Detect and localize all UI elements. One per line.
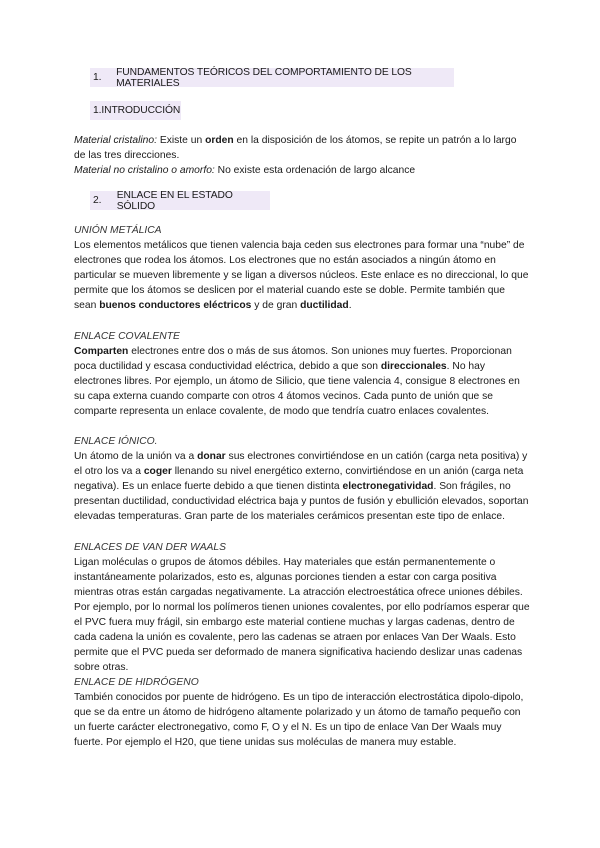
section-body: También conocidos por puente de hidrógeno. Es un tipo de interacción electrostática dipolo-dipolo, que se da entre un átomo de hidrógeno altamente polarizado y un átomo de tamaño pequeño con un fuerte carácter electronegativo, como F, O y el N. Es un tipo de enlace Van Der Waals muy fuerte. Por ejemplo el H20, que tiene unidas sus moléculas de manera muy estable. (74, 692, 524, 748)
heading-text: ENLACE EN EL ESTADO SÓLIDO (116, 189, 233, 212)
heading-number: 1. (93, 72, 102, 83)
term-label: Material cristalino: (74, 135, 157, 146)
heading-introduccion (90, 101, 181, 120)
section-body: Comparten electrones entre dos o más de sus átomos. Son uniones muy fuertes. Proporcionan poca ductilidad y escasa conductividad eléctrica, debido a que son direccionales. No hay electrones libres. Por ejemplo, un átomo de Silicio, que tiene valencia 4, consigue 8 electrones en su capa externa cuando comparte con otros 4 átomos vecinos. Cada punto de unión que se comparte representa un enlace covalente, de modo que tendría cuatro enlaces covalentes. (74, 346, 520, 417)
section-body: Un átomo de la unión va a donar sus electrones convirtiéndose en un catión (carga neta positiva) y el otro los va a coger llenando su nivel energético externo, convirtiéndose en un anión (carga neta negativa). Es un enlace fuerte debido a que tienen distinta electronegatividad. Son frágiles, no presentan ductilidad, conductividad eléctrica baja y puntos de fusión y ebullición elevados, soportan elevadas temperaturas. Gran parte de los materiales cerámicos presentan este tipo de enlace. (74, 451, 529, 522)
section-ionico (74, 434, 530, 524)
heading-enlace-solido (90, 191, 270, 210)
section-covalente (74, 329, 530, 419)
section-title: ENLACES DE VAN DER WAALS (74, 542, 227, 553)
section-title: ENLACE DE HIDRÓGENO (74, 677, 199, 688)
section-title: ENLACE COVALENTE (74, 331, 180, 342)
section-body: Ligan moléculas o grupos de átomos débiles. Hay materiales que están permanentemente o instantáneamente polarizados, esto es, algunas porciones tienden a estar con carga positiva mientras otras están cargadas negativamente. La atracción electroestática ofrece uniones débiles. Por ejemplo, por lo normal los polímeros tienen uniones covalentes, por ello podríamos esperar que el PVC fuera muy frágil, sin embargo este material contiene muchas y largas cadenas, dentro de cada cadena la unión es covalente, pero las cadenas se atraen por enlaces Van Der Waals. Esto permite que el PVC pueda ser deformado de manera significativa haciendo deslizar unas cadenas sobre otras. (74, 557, 530, 673)
section-metalica (74, 223, 530, 313)
intro-cristalino: Material cristalino: Existe un orden en la disposición de los átomos, se repite un patrón a lo largo de las tres direcciones. (74, 135, 517, 161)
section-title: UNIÓN METÁLICA (74, 225, 162, 236)
heading-number: 2. (93, 195, 102, 206)
intro-section (74, 133, 530, 178)
heading-number: 1. (93, 105, 102, 116)
section-hidrogeno (74, 675, 530, 750)
term-label: Material no cristalino o amorfo: (74, 165, 215, 176)
section-vanderwaals (74, 540, 530, 675)
section-title: ENLACE IÓNICO. (74, 436, 158, 447)
heading-fundamentos (90, 68, 454, 87)
heading-text: INTRODUCCIÓN (101, 105, 181, 116)
heading-text: FUNDAMENTOS TEÓRICOS DEL COMPORTAMIENTO DE LOS MATERIALES (116, 66, 412, 89)
intro-amorfo: Material no cristalino o amorfo: No existe esta ordenación de largo alcance (74, 165, 416, 176)
section-body: Los elementos metálicos que tienen valencia baja ceden sus electrones para formar una “nube” de electrones que rodea los átomos. Los electrones que no están asociados a ningún átomo en particular se mueven libremente y se ligan a diversos núcleos. Este enlace es no direccional, lo que permite que los átomos se deslicen por el material cuando este se doble. Permite también que sean buenos conductores eléctricos y de gran ductilidad. (74, 240, 529, 311)
